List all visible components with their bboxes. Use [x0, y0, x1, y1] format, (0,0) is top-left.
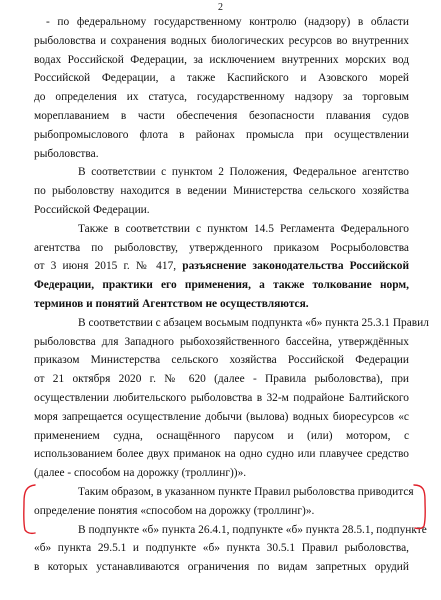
- text-fragment: от 3 июня 2015 г. № 417,: [34, 260, 177, 273]
- text-line: использованием более двух приманок на одно судно или плавучее средство: [34, 448, 409, 461]
- text-line: до определения их статуса, государственному надзору за торговым: [34, 91, 409, 104]
- text-line: применением судна, оснащённого парусом и (или) мотором, с: [34, 429, 409, 442]
- text-line: рыболовства для Западного рыбохозяйственного бассейна, утверждённых: [34, 335, 409, 348]
- text-line: приказом Министерства сельского хозяйства Российской Федерации: [34, 354, 409, 367]
- bold-text-line: терминов и понятий Агентством не осуществляются.: [34, 297, 309, 310]
- text-line-mixed: [34, 257, 409, 276]
- text-line: (далее - способом на дорожку (троллинг))».: [34, 467, 247, 480]
- text-line: - по федеральному государственному контролю (надзору) в области: [46, 16, 409, 28]
- text-line: «б» пункта 29.5.1 и подпункте «б» пункта 30.5.1 Правил рыболовства,: [34, 542, 409, 555]
- text-line: определение понятия «способом на дорожку (троллинг)».: [34, 504, 315, 517]
- text-line: от 21 октября 2020 г. № 620 (далее - Правила рыболовства), при: [34, 373, 409, 386]
- text-line: рыболовства и сохранения водных биологических ресурсов во внутренних: [34, 34, 409, 47]
- paragraph-1: [34, 13, 409, 163]
- text-line: водах Российской Федерации, за исключением внутренних морских вод: [34, 53, 409, 66]
- text-line: В соответствии с абзацем восьмым подпункта «б» пункта 25.3.1 Правил: [78, 316, 429, 329]
- paragraph-4: [34, 314, 429, 483]
- text-line: рыболовства.: [34, 147, 99, 160]
- paragraph-3: [34, 220, 409, 314]
- bold-text-fragment: разъяснение законодательства Российской: [182, 260, 410, 273]
- text-line: Также в соответствии с пунктом 14.5 Регламента Федерального: [78, 222, 409, 235]
- bold-text-line: Федерации, практики его применения, а также толкование норм,: [34, 279, 409, 292]
- text-line: моря запрещается осуществление добычи (вылова) водных биоресурсов «с: [34, 410, 409, 423]
- text-line: В соответствии с пунктом 2 Положения, Федеральное агентство: [78, 166, 409, 179]
- text-line: рыбопромыслового флота в районах промысла при осуществлении: [34, 128, 409, 141]
- text-line: Российской Федерации.: [34, 203, 150, 216]
- text-line: в которых устанавливаются ограничения по видам запретных орудий: [34, 561, 409, 574]
- document-body: [34, 13, 429, 577]
- page-number: 2: [218, 2, 223, 13]
- text-line: В подпункте «б» пункта 26.4.1, подпункте «б» пункта 28.5.1, подпункте: [78, 523, 427, 536]
- text-line: осуществлении любительского рыболовства в 32-м подрайоне Балтийского: [34, 391, 409, 404]
- text-line: по рыболовству находится в ведении Министерства сельского хозяйства: [34, 185, 409, 198]
- text-line: мореплаванием в части обеспечения безопасности плавания судов: [34, 109, 409, 122]
- text-line: агентства по рыболовству, утвержденного приказом Росрыболовства: [34, 241, 409, 254]
- text-line: Таким образом, в указанном пункте Правил рыболовства приводится: [78, 485, 414, 498]
- paragraph-6: [34, 521, 427, 577]
- paragraph-2: [34, 163, 409, 219]
- paragraph-5-highlighted: [34, 483, 414, 521]
- text-line: Российской Федерации, а также Каспийского и Азовского морей: [34, 72, 409, 85]
